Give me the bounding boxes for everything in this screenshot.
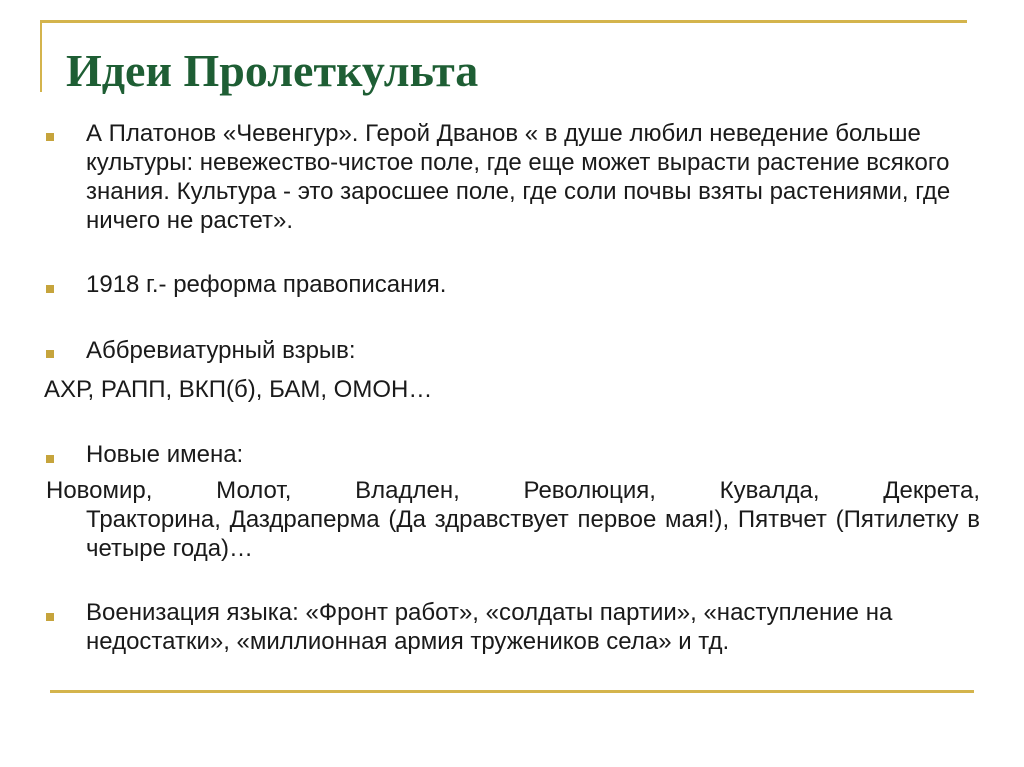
square-bullet-icon [46,455,54,463]
frame-top-rule [40,20,967,23]
bullet-text: Военизация языка: «Фронт работ», «солдаты партии», «наступление на недостатки», «миллионная армия тружеников села» и тд. [86,599,893,655]
abbreviations-list: АХР, РАПП, ВКП(б), БАМ, ОМОН… [44,376,433,403]
bullet-text: 1918 г.- реформа правописания. [86,271,447,298]
frame-bottom-rule [50,690,974,693]
square-bullet-icon [46,133,54,141]
bullet-text: Аббревиатурный взрыв: [86,337,356,364]
frame-left-rule [40,20,42,92]
bullet-text: Новые имена: [86,441,244,468]
names-continuation: Тракторина, Даздраперма (Да здравствует первое мая!), Пятвчет (Пятилетку в четыре года)… [86,506,980,562]
square-bullet-icon [46,613,54,621]
names-line-1: Новомир, Молот, Владлен, Революция, Кувалда, Декрета, [46,477,980,504]
bullet-text: А Платонов «Чевенгур». Герой Дванов « в душе любил неведение больше культуры: невежество-чистое поле, где еще может вырасти растение всякого знания. Культура - это заросшее поле, где соли почвы взяты растениями, где ничего не растет». [86,120,951,234]
slide-title: Идеи Пролеткульта [66,45,479,96]
square-bullet-icon [46,285,54,293]
square-bullet-icon [46,350,54,358]
